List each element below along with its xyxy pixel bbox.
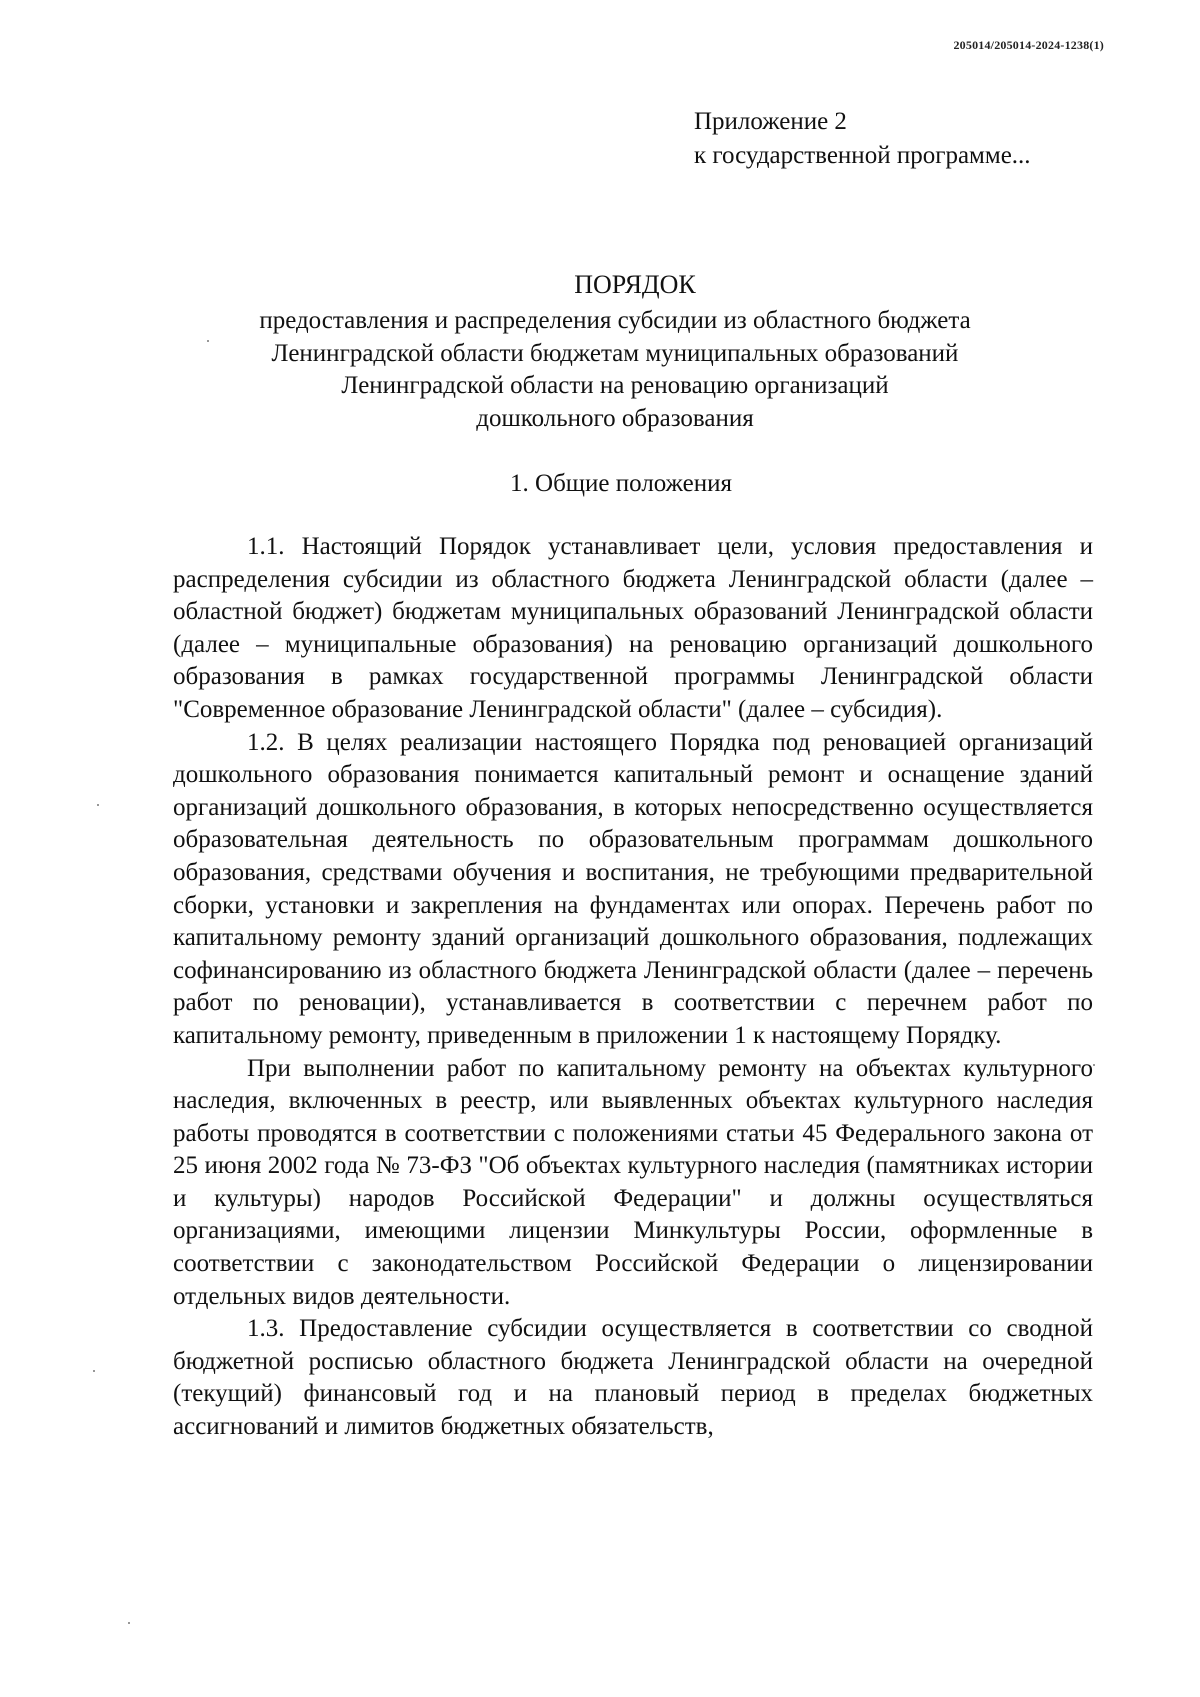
title-block	[0, 268, 1200, 435]
subtitle-line: предоставления и распределения субсидии из областного бюджета	[259, 307, 971, 334]
subtitle-line: Ленинградской области бюджетам муниципальных образований	[271, 339, 959, 367]
document-id: 205014/205014-2024-1238(1)	[953, 38, 1104, 52]
paragraph: 1.2. В целях реализации настоящего Порядка под реновацией организаций дошкольного образования понимается капитальный ремонт и оснащение зданий организаций дошкольного образования, в которых непосредственно осуществляется образовательная деятельность по образовательным программам дошкольного образования, средствами обучения и воспитания, не требующими предварительной сборки, установки и закрепления на фундаментах или опорах. Перечень работ по капитальному ремонту зданий организаций дошкольного образования, подлежащих софинансированию из областного бюджета Ленинградской области (далее – перечень работ по реновации), устанавливается в соответствии с перечнем работ по капитальному ремонту, приведенным в приложении 1 к настоящему Порядку.	[173, 728, 1093, 1049]
document-body	[173, 531, 1093, 1444]
document-subtitle	[0, 305, 1200, 435]
scan-speck	[97, 804, 99, 806]
paragraph: 1.3. Предоставление субсидии осуществляется в соответствии со сводной бюджетной росписью областного бюджета Ленинградской области на очередной (текущий) финансовый год и на плановый период в пределах бюджетных ассигнований и лимитов бюджетных обязательств,	[173, 1315, 1093, 1441]
subtitle-line: Ленинградской области на реновацию организаций	[341, 372, 889, 399]
scan-speck	[128, 1622, 130, 1624]
scan-speck	[1093, 1064, 1095, 1066]
document-title: ПОРЯДОК	[574, 270, 696, 299]
appendix-number: Приложение 2	[694, 108, 847, 135]
paragraph: 1.1. Настоящий Порядок устанавливает цели, условия предоставления и распределения субсидии из областного бюджета Ленинградской области (далее – областной бюджет) бюджетам муниципальных образований Ленинградской области (далее – муниципальные образования) на реновацию организаций дошкольного образования в рамках государственной программы Ленинградской области "Современное образование Ленинградской области" (далее – субсидия).	[173, 533, 1093, 723]
section-heading: 1. Общие положения	[510, 470, 732, 497]
scan-speck	[207, 340, 209, 342]
paragraph: При выполнении работ по капитальному ремонту на объектах культурного наследия, включенных в реестр, или выявленных объектах культурного наследия работы проводятся в соответствии с положениями статьи 45 Федерального закона от 25 июня 2002 года № 73-ФЗ "Об объектах культурного наследия (памятниках истории и культуры) народов Российской Федерации" и должны осуществляться организациями, имеющими лицензии Минкультуры России, оформленные в соответствии с законодательством Российской Федерации о лицензировании отдельных видов деятельности.	[173, 1054, 1093, 1310]
scan-speck	[93, 1370, 95, 1372]
appendix-block	[694, 105, 1031, 173]
subtitle-line: дошкольного образования	[476, 404, 754, 432]
appendix-reference: к государственной программе...	[694, 142, 1031, 169]
